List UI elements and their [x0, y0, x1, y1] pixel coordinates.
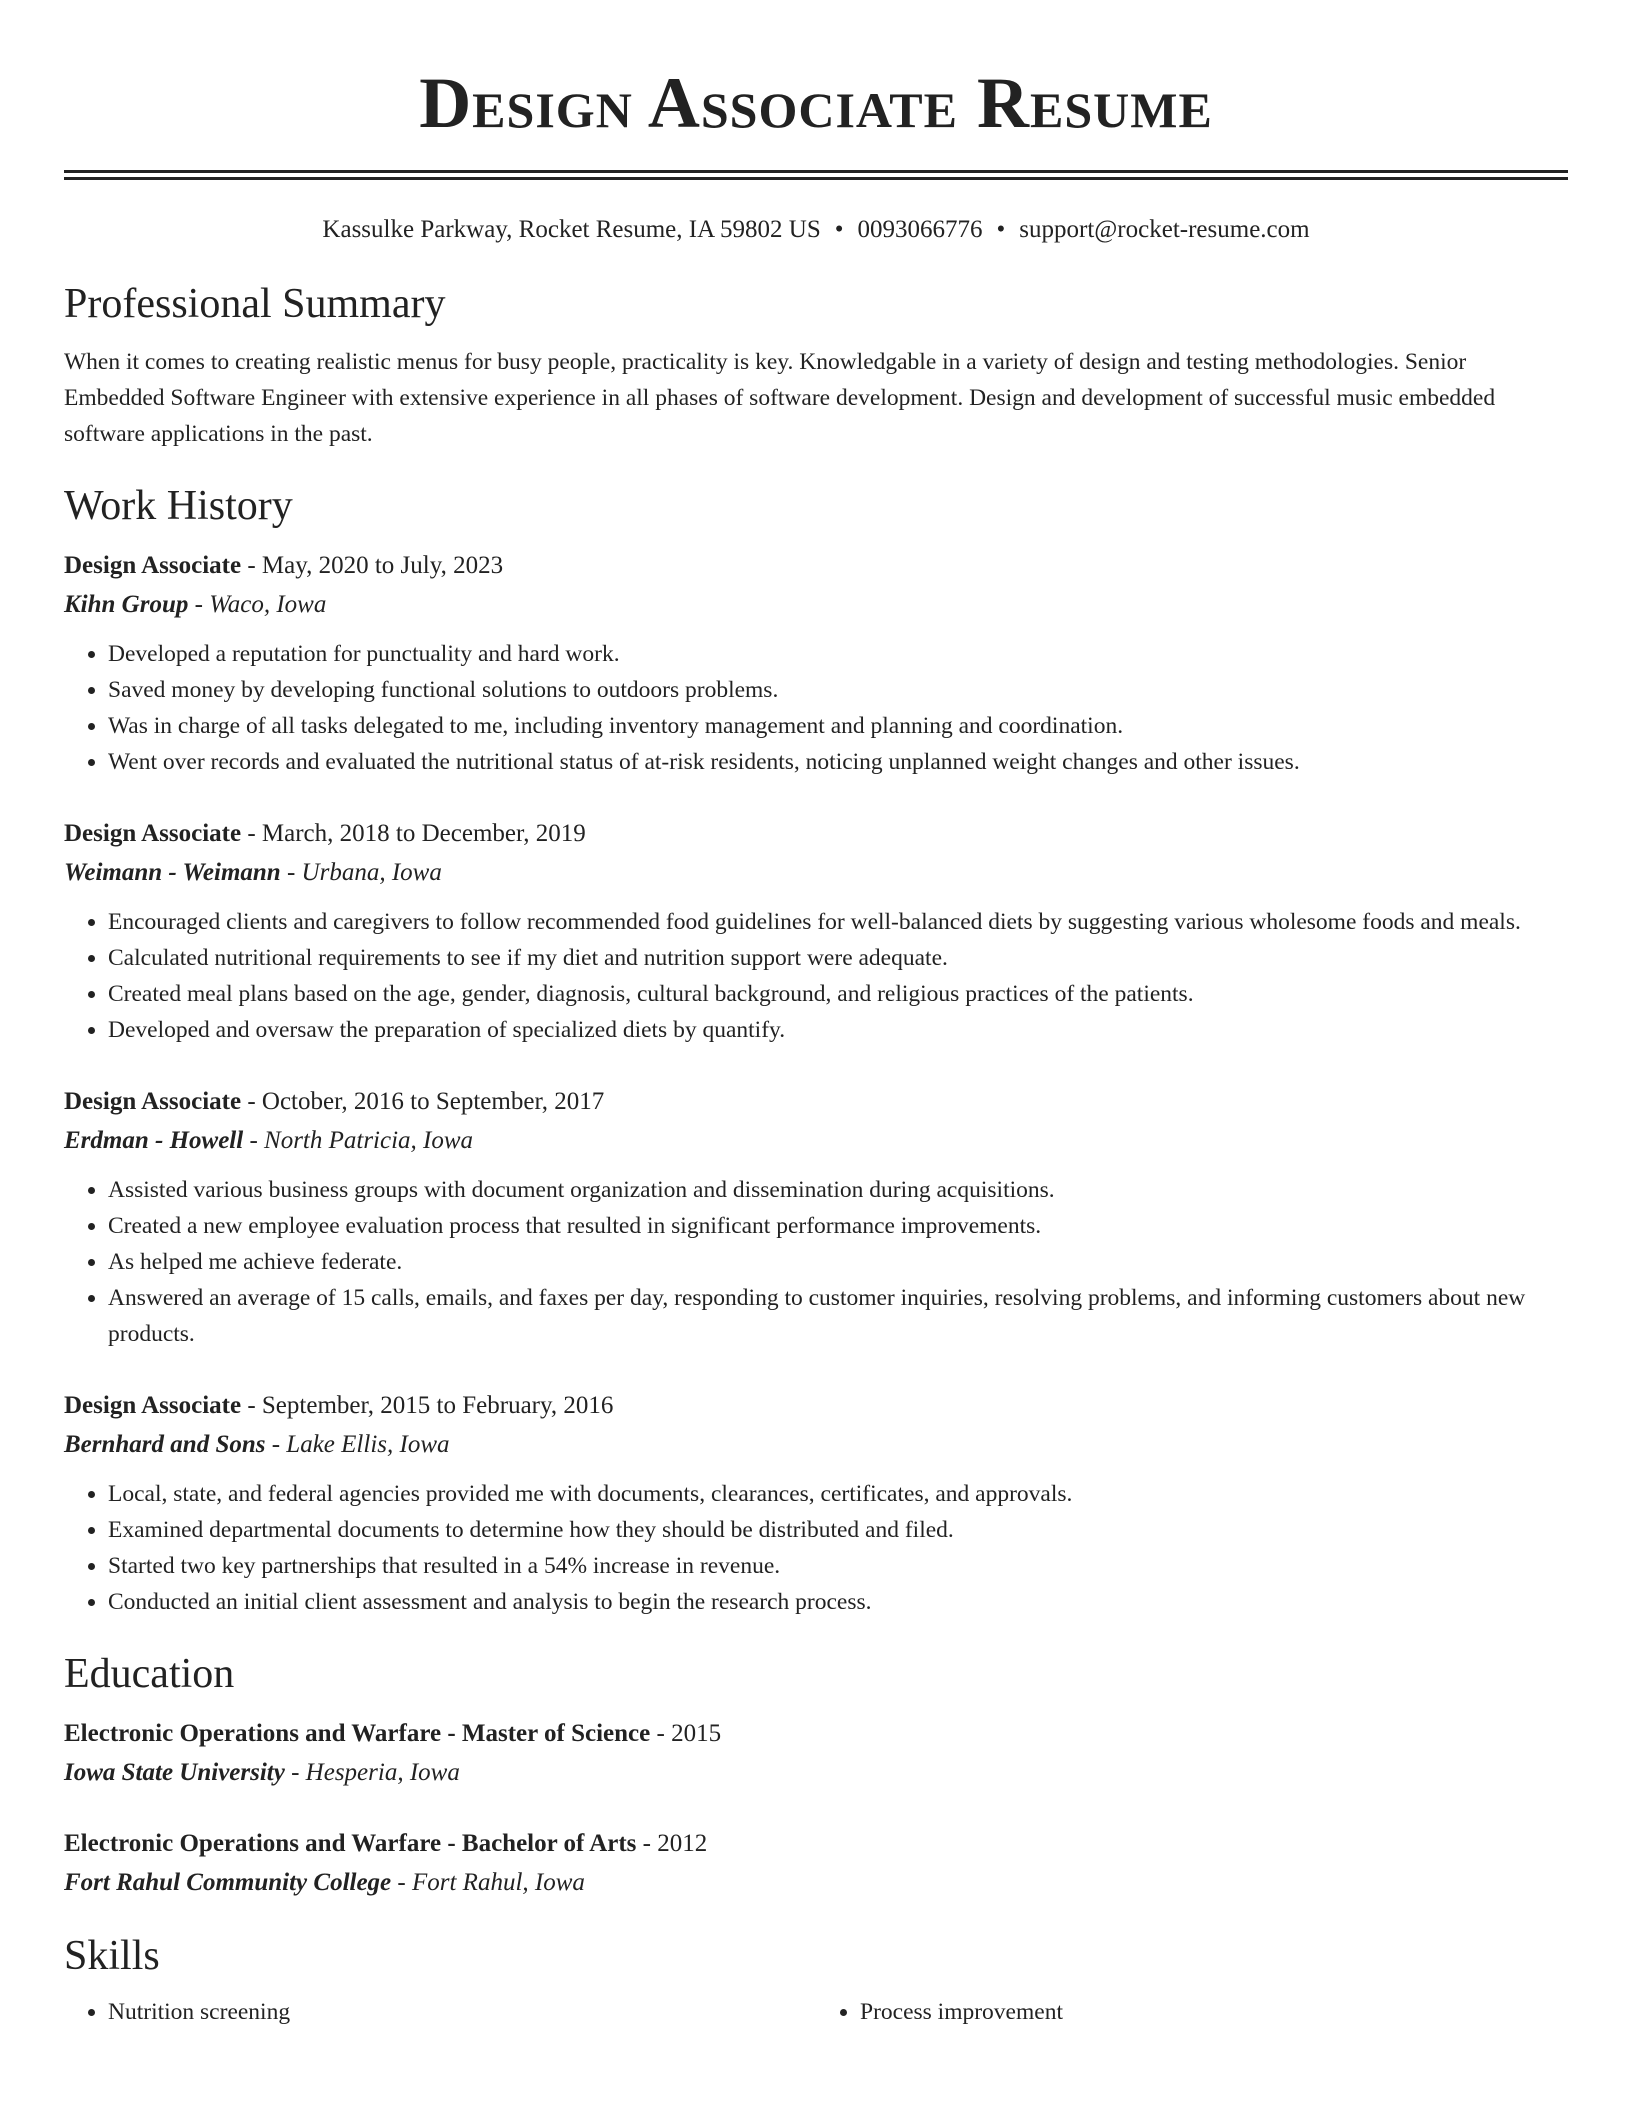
- skills-heading: Skills: [64, 1933, 160, 1979]
- job-company: Kihn Group: [64, 591, 189, 618]
- job-title-line: [64, 1082, 1568, 1121]
- school-name: Fort Rahul Community College: [64, 1869, 392, 1896]
- job-dates: - March, 2018 to December, 2019: [241, 820, 586, 847]
- list-item: • Nutrition screening: [108, 1994, 816, 2030]
- job-location: - North Patricia, Iowa: [243, 1127, 474, 1154]
- list-item: • Developed a reputation for punctuality and hard work.: [108, 636, 1568, 672]
- list-item: • Process improvement: [860, 1994, 1568, 2030]
- contact-email: support@rocket-resume.com: [1019, 216, 1310, 243]
- school-name: Iowa State University: [64, 1759, 285, 1786]
- job-company: Weimann - Weimann: [64, 859, 281, 886]
- job-bullets: [64, 904, 1568, 1048]
- job-location: - Urbana, Iowa: [280, 859, 442, 886]
- job-role: Design Associate: [64, 552, 242, 579]
- degree-year: - 2015: [650, 1720, 722, 1747]
- school-line: [64, 1863, 1568, 1902]
- job-entry: [64, 814, 1568, 1048]
- list-item: • Calculated nutritional requirements to see if my diet and nutrition support were adequate.: [108, 940, 1568, 976]
- education-entry: [64, 1714, 1568, 1792]
- job-title-line: [64, 1386, 1568, 1425]
- degree-line: [64, 1824, 1568, 1863]
- list-item: • Examined departmental documents to determine how they should be distributed and filed.: [108, 1512, 1568, 1548]
- school-location: - Hesperia, Iowa: [284, 1759, 460, 1786]
- contact-phone: 0093066776: [857, 216, 983, 243]
- school-line: [64, 1753, 1568, 1792]
- list-item: • Encouraged clients and caregivers to follow recommended food guidelines for well-balanced diets by suggesting various wholesome foods and meals.: [108, 904, 1568, 940]
- list-item: • Answered an average of 15 calls, emails, and faxes per day, responding to customer inquiries, resolving problems, and informing customers about new products.: [108, 1280, 1568, 1352]
- list-item: • Started two key partnerships that resulted in a 54% increase in revenue.: [108, 1548, 1568, 1584]
- education-heading: Education: [64, 1651, 235, 1697]
- job-dates: - May, 2020 to July, 2023: [241, 552, 504, 579]
- job-bullets: [64, 1476, 1568, 1620]
- skills-list: [64, 1994, 1568, 2030]
- list-item: • Created a new employee evaluation process that resulted in significant performance improvements.: [108, 1208, 1568, 1244]
- job-entry: [64, 546, 1568, 780]
- job-company-line: [64, 585, 1568, 624]
- job-role: Design Associate: [64, 1392, 242, 1419]
- contact-separator: •: [834, 216, 844, 243]
- job-company-line: [64, 853, 1568, 892]
- contact-separator: •: [996, 216, 1006, 243]
- summary-text: When it comes to creating realistic menus for busy people, practicality is key. Knowledgable in a variety of design and testing methodologies. Senior Embedded Software Engineer with extensive experience in all phases of software development. Design and development of successful music embedded software applications in the past.: [64, 349, 1496, 447]
- job-role: Design Associate: [64, 820, 242, 847]
- contact-address: Kassulke Parkway, Rocket Resume, IA 59802 US: [322, 216, 821, 243]
- summary-heading: Professional Summary: [64, 281, 446, 327]
- job-bullets: [64, 1172, 1568, 1352]
- list-item: • Local, state, and federal agencies provided me with documents, clearances, certificates, and approvals.: [108, 1476, 1568, 1512]
- list-item: • Went over records and evaluated the nutritional status of at-risk residents, noticing unplanned weight changes and other issues.: [108, 744, 1568, 780]
- degree-line: [64, 1714, 1568, 1753]
- title-divider: [64, 170, 1568, 180]
- degree-name: Electronic Operations and Warfare - Master of Science: [64, 1720, 651, 1747]
- work-history-heading: Work History: [64, 483, 293, 529]
- page-title: Design Associate Resume: [419, 63, 1213, 143]
- job-location: - Waco, Iowa: [188, 591, 327, 618]
- school-location: - Fort Rahul, Iowa: [391, 1869, 585, 1896]
- job-title-line: [64, 546, 1568, 585]
- job-entry: [64, 1386, 1568, 1620]
- degree-name: Electronic Operations and Warfare - Bachelor of Arts: [64, 1830, 637, 1857]
- list-item: • Conducted an initial client assessment and analysis to begin the research process.: [108, 1584, 1568, 1620]
- skills-column-left: [64, 1994, 816, 2030]
- job-title-line: [64, 814, 1568, 853]
- job-company: Erdman - Howell: [64, 1127, 244, 1154]
- job-company: Bernhard and Sons: [64, 1431, 266, 1458]
- job-entry: [64, 1082, 1568, 1352]
- list-item: • Assisted various business groups with document organization and dissemination during acquisitions.: [108, 1172, 1568, 1208]
- job-role: Design Associate: [64, 1088, 242, 1115]
- education-entry: [64, 1824, 1568, 1902]
- list-item: • Created meal plans based on the age, gender, diagnosis, cultural background, and religious practices of the patients.: [108, 976, 1568, 1012]
- skills-column-right: [816, 1994, 1568, 2030]
- job-bullets: [64, 636, 1568, 780]
- list-item: • Was in charge of all tasks delegated to me, including inventory management and planning and coordination.: [108, 708, 1568, 744]
- job-company-line: [64, 1121, 1568, 1160]
- job-dates: - October, 2016 to September, 2017: [241, 1088, 605, 1115]
- contact-line: [64, 214, 1568, 246]
- list-item: • As helped me achieve federate.: [108, 1244, 1568, 1280]
- degree-year: - 2012: [636, 1830, 708, 1857]
- list-item: • Saved money by developing functional solutions to outdoors problems.: [108, 672, 1568, 708]
- job-dates: - September, 2015 to February, 2016: [241, 1392, 614, 1419]
- list-item: • Developed and oversaw the preparation of specialized diets by quantify.: [108, 1012, 1568, 1048]
- job-company-line: [64, 1425, 1568, 1464]
- job-location: - Lake Ellis, Iowa: [265, 1431, 450, 1458]
